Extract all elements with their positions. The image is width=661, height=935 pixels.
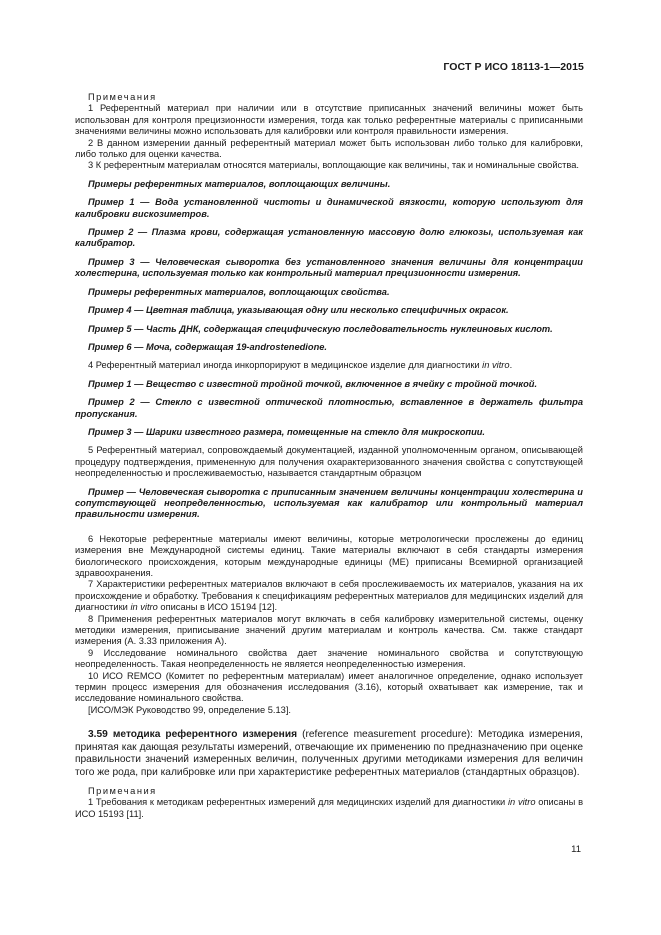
term-english: (reference measurement procedure)	[302, 729, 471, 741]
example-property-5: Пример 5 — Часть ДНК, содержащая специфическую последовательность нуклеиновых кислот.	[88, 323, 553, 334]
notes2-note-1-italic: in vitro	[507, 797, 536, 808]
note-4	[75, 360, 583, 371]
note-7-italic: in vitro	[130, 602, 158, 613]
notes2-note-1	[75, 797, 583, 820]
example-property-4: Пример 4 — Цветная таблица, указывающая одну или несколько специфичных окрасок.	[88, 305, 509, 316]
examples-quantities-title: Примеры референтных материалов, воплощающих величины.	[88, 178, 391, 189]
note-5-example: Пример — Человеческая сыворотка с приписанным значением величины концентрации холестерина и сопутствующей неопределенностью, используемая как калибратор или контрольный материал правильности измерения.	[75, 486, 583, 520]
example-quantity-2: Пример 2 — Плазма крови, содержащая установленную массовую долю глюкозы, используемая как калибратор.	[75, 227, 583, 249]
note-4-italic: in vitro	[482, 360, 510, 371]
note-1: 1 Референтный материал при наличии или в отсутствие приписанных значений величины может быть использован для контроля прецизионности измерения, тогда как только референтные материалы с приписанными значениями величины можно использовать для калибровки или контроля правильности измерения.	[75, 103, 583, 137]
note-4-example-3: Пример 3 — Шарики известного размера, помещенные на стекло для микроскопии.	[88, 426, 486, 437]
example-property-6: Пример 6 — Моча, содержащая 19-androstenedione.	[88, 341, 327, 352]
term-name: методика референтного измерения	[112, 729, 298, 741]
notes2-note-1-tail: описаны в ИСО 15193 [11].	[75, 797, 584, 819]
notes2-title: Примечания	[88, 785, 157, 796]
note-8: 8 Применения референтных материалов могут включать в себя калибровку измерительной системы, оценку методики измерения, приписывание значений другим материалам и контроль качества. См. также стандарт измерения (А. 3.33 приложения А).	[75, 613, 583, 647]
note-6: 6 Некоторые референтные материалы имеют величины, которые метрологически прослежены до единиц измерения вне Международной системы единиц. Такие материалы включают в себя стандарты измерения биологического происхождения, которым международные единицы (ME) приписаны Всемирной организацией здравоохранения.	[75, 533, 583, 578]
note-4-tail: .	[509, 360, 513, 371]
page-number: 11	[571, 844, 581, 855]
notes-title: Примечания	[88, 92, 157, 102]
note-7-tail: описаны в ИСО 15194 [12].	[157, 602, 278, 613]
note-2: 2 В данном измерении данный референтный материал может быть использован либо только для калибровки, либо только для оценки качества.	[75, 137, 583, 160]
note-3: 3 К референтным материалам относятся материалы, воплощающие как величины, так и номинальные свойства.	[88, 160, 580, 171]
note-5: 5 Референтный материал, сопровождаемый документацией, изданной уполномоченным органом, описывающей процедуру подтверждения, примененную для получения охарактеризованного значения свойства с сопутствующей неопределенностью и прослеживаемостью, называется стандартным образцом	[75, 445, 583, 479]
page-body	[75, 92, 583, 820]
note-4-example-2: Пример 2 — Стекло с известной оптической плотностью, вставленное в держатель фильтра пропускания.	[75, 397, 583, 419]
note-7-text: 7 Характеристики референтных материалов включают в себя прослеживаемость их материалов, указания на их происхождение и обработку. Требования к спецификациям референтных материалов для медицинских изделий для диагностики	[75, 579, 583, 613]
standard-header: ГОСТ Р ИСО 18113-1—2015	[443, 61, 584, 73]
term-definition	[75, 729, 583, 779]
term-definition-text: : Методика измерения, принятая как дающая результаты измерений, отвечающие их применению по предназначению при оценке правильности значений измеренных величин, полученных другими методиками измерения для величин того же рода, при калибровке или при характеристике референтных материалов (стандартных образцов).	[75, 729, 584, 778]
examples-properties-title: Примеры референтных материалов, воплощающих свойства.	[88, 286, 390, 297]
note-4-text: 4 Референтный материал иногда инкорпорируют в медицинское изделие для диагностики	[88, 360, 483, 371]
term-number: 3.59	[88, 729, 108, 741]
example-quantity-3: Пример 3 — Человеческая сыворотка без установленного значения величины для концентрации холестерина, используемая только как контрольный материал прецизионности измерения.	[75, 256, 583, 279]
notes2-note-1-text: 1 Требования к методикам референтных измерений для медицинских изделий для диагностики	[88, 797, 508, 808]
source-reference: [ИСО/МЭК Руководство 99, определение 5.13].	[88, 704, 291, 715]
note-4-example-1: Пример 1 — Вещество с известной тройной точкой, включенное в ячейку с тройной точкой.	[88, 378, 538, 389]
example-quantity-1: Пример 1 — Вода установленной чистоты и динамической вязкости, которую используют для калибровки вискозиметров.	[75, 197, 583, 219]
note-10: 10 ИСО REMCO (Комитет по референтным материалам) имеет аналогичное определение, однако использует термин процесс измерения для обозначения исследования (3.16), который охватывает как измерение, так и исследование номинального свойства.	[75, 670, 583, 704]
note-7	[75, 579, 583, 613]
note-9: 9 Исследование номинального свойства дает значение номинального свойства и сопутствующую неопределенность. Такая неопределенность не является неопределенностью измерения.	[75, 647, 583, 670]
